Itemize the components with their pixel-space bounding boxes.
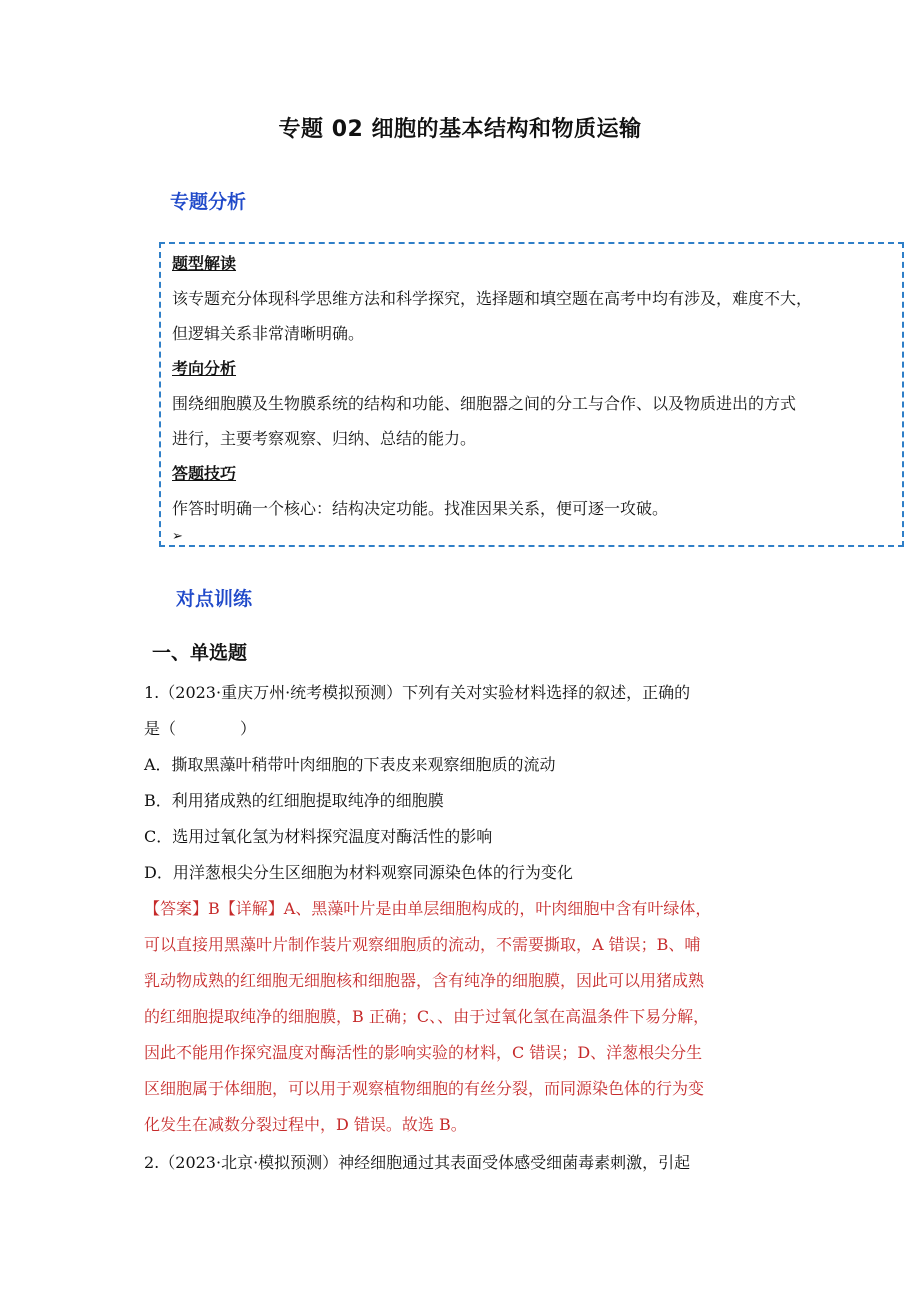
box-text-line: 作答时明确一个核心：结构决定功能。找准因果关系，便可逐一攻破。	[172, 499, 669, 518]
box-text-line: 围绕细胞膜及生物膜系统的结构和功能、细胞器之间的分工与合作、以及物质进出的方式	[172, 394, 797, 413]
option-d: D．用洋葱根尖分生区细胞为材料观察同源染色体的行为变化	[144, 863, 573, 882]
box-text-line: 进行，主要考察观察、归纳、总结的能力。	[172, 429, 477, 448]
answer-line: 因此不能用作探究温度对酶活性的影响实验的材料，C 错误；D、洋葱根尖分生	[144, 1043, 703, 1062]
box-text-line: 该专题充分体现科学思维方法和科学探究，选择题和填空题在高考中均有涉及，难度不大，	[172, 289, 813, 308]
box-text-line: 但逻辑关系非常清晰明确。	[172, 324, 365, 343]
question-stem: 1.（2023·重庆万州·统考模拟预测）下列有关对实验材料选择的叙述，正确的	[144, 683, 691, 702]
answer-line: 可以直接用黑藻叶片制作装片观察细胞质的流动，不需要撕取，A 错误；B、哺	[144, 935, 701, 954]
answer-line: 区细胞属于体细胞，可以用于观察植物细胞的有丝分裂，而同源染色体的行为变	[144, 1079, 705, 1098]
label-question-type: 题型解读	[172, 254, 237, 273]
page-title: 专题 02 细胞的基本结构和物质运输	[278, 117, 642, 142]
answer-line: 化发生在减数分裂过程中，D 错误。故选 B。	[144, 1115, 467, 1134]
section-heading-training: 对点训练	[176, 588, 253, 610]
bullet-arrow-icon: ➢	[172, 529, 183, 544]
label-direction-analysis: 考向分析	[172, 359, 237, 378]
answer-line: 乳动物成熟的红细胞无细胞核和细胞器，含有纯净的细胞膜，因此可以用猪成熟	[144, 971, 705, 990]
answer-line: 【答案】B【详解】A、黑藻叶片是由单层细胞构成的，叶肉细胞中含有叶绿体，	[144, 899, 712, 918]
label-answer-tips: 答题技巧	[172, 464, 237, 483]
option-c: C．选用过氧化氢为材料探究温度对酶活性的影响	[144, 827, 493, 846]
answer-line: 的红细胞提取纯净的细胞膜，B 正确；C、、由于过氧化氢在高温条件下易分解，	[144, 1007, 710, 1026]
question-stem: 2.（2023·北京·模拟预测）神经细胞通过其表面受体感受细菌毒素刺激，引起	[144, 1153, 691, 1172]
question-stem: 是（ ）	[144, 719, 257, 738]
option-a: A．撕取黑藻叶稍带叶肉细胞的下表皮来观察细胞质的流动	[144, 755, 556, 774]
heading-single-choice: 一、单选题	[152, 642, 248, 664]
section-heading-analysis: 专题分析	[170, 191, 247, 213]
option-b: B．利用猪成熟的红细胞提取纯净的细胞膜	[144, 791, 444, 810]
